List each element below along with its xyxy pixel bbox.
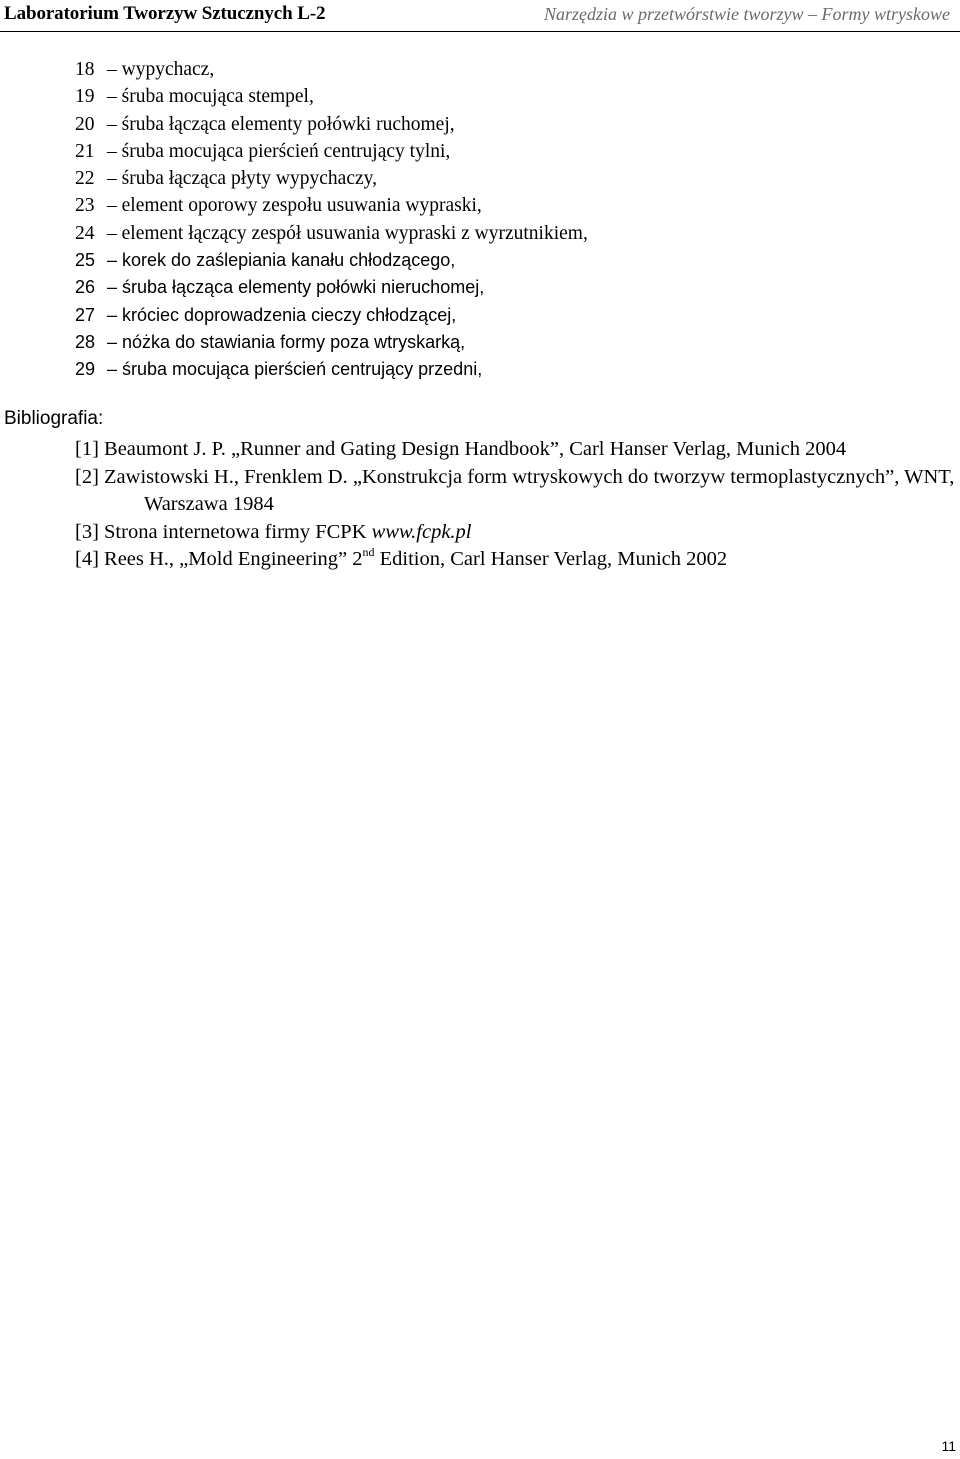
part-text: śruba łącząca płyty wypychaczy, — [121, 168, 377, 190]
list-item — [75, 138, 588, 165]
header-lab-title: Laboratorium Tworzyw Sztucznych L-2 — [4, 3, 326, 24]
part-number: 25 — [75, 250, 96, 271]
list-item — [75, 302, 588, 329]
bibliography-text: Zawistowski H., Frenklem D. „Konstrukcja form wtryskowych do tworzyw termoplastycznych”, WNT, Warszawa 1984 — [104, 465, 955, 515]
list-item — [75, 220, 588, 247]
header-section-title: Narzędzia w przetwórstwie tworzyw – Formy wtryskowe — [543, 4, 950, 24]
part-separator: – — [107, 113, 117, 135]
part-number: 18 — [75, 59, 95, 80]
part-number: 20 — [75, 113, 95, 135]
bibliography-list — [75, 436, 955, 574]
page-number: 11 — [941, 1438, 956, 1454]
part-separator: – — [107, 86, 117, 108]
part-number: 23 — [75, 195, 95, 217]
part-text: element łączący zespół usuwania wypraski z wyrzutnikiem, — [121, 222, 588, 244]
part-text: śruba mocująca pierścień centrujący przedni, — [122, 359, 483, 380]
part-separator: – — [107, 222, 117, 244]
list-item — [75, 247, 588, 274]
part-text: element oporowy zespołu usuwania wypraski, — [121, 195, 482, 217]
part-separator: – — [107, 359, 118, 380]
part-separator: – — [107, 304, 118, 325]
part-number: 21 — [75, 140, 95, 162]
bibliography-text: Strona internetowa firmy FCPK — [104, 520, 367, 543]
part-number: 26 — [75, 277, 96, 298]
bibliography-entry — [75, 436, 955, 464]
part-number: 27 — [75, 304, 96, 325]
list-item — [75, 192, 588, 219]
list-item — [75, 356, 588, 383]
part-number: 22 — [75, 168, 95, 190]
bibliography-text: Rees H., „Mold Engineering” 2 — [104, 548, 363, 570]
bibliography-entry — [75, 519, 955, 547]
part-separator: – — [107, 168, 117, 190]
page-header — [0, 0, 960, 32]
bibliography-ref: [3] — [75, 520, 99, 543]
part-text: króciec doprowadzenia cieczy chłodzącej, — [122, 304, 457, 325]
parts-list — [75, 56, 588, 384]
bibliography-text-continued: Edition, Carl Hanser Verlag, Munich 2002 — [374, 548, 728, 570]
part-number: 19 — [75, 86, 95, 108]
part-number: 24 — [75, 222, 95, 244]
bibliography-ref: [2] — [75, 465, 99, 488]
list-item — [75, 165, 588, 192]
list-item — [75, 83, 588, 110]
part-separator: – — [107, 140, 117, 162]
list-item — [75, 329, 588, 356]
part-text: korek do zaślepiania kanału chłodzącego, — [122, 250, 456, 271]
part-separator: – — [107, 59, 117, 80]
bibliography-entry — [75, 546, 955, 574]
part-text: śruba mocująca stempel, — [121, 86, 314, 108]
header-rule — [0, 31, 960, 32]
edition-superscript: nd — [362, 545, 375, 559]
part-separator: – — [107, 250, 118, 271]
part-number: 29 — [75, 359, 96, 380]
part-text: wypychacz, — [121, 59, 215, 80]
list-item — [75, 274, 588, 301]
bibliography-entry — [75, 464, 955, 519]
part-text: śruba mocująca pierścień centrujący tylni, — [121, 140, 451, 162]
website-link[interactable]: www.fcpk.pl — [371, 520, 472, 543]
part-separator: – — [107, 195, 117, 217]
part-separator: – — [107, 331, 118, 352]
part-separator: – — [107, 277, 118, 298]
part-text: nóżka do stawiania formy poza wtryskarką, — [122, 331, 466, 352]
part-text: śruba łącząca elementy połówki nieruchomej, — [122, 277, 485, 298]
list-item — [75, 56, 588, 83]
part-text: śruba łącząca elementy połówki ruchomej, — [121, 113, 455, 135]
list-item — [75, 111, 588, 138]
bibliography-text: Beaumont J. P. „Runner and Gating Design Handbook”, Carl Hanser Verlag, Munich 2004 — [104, 438, 847, 460]
bibliography-heading: Bibliografia: — [4, 408, 104, 429]
bibliography-ref: [1] — [75, 438, 99, 460]
bibliography-ref: [4] — [75, 548, 99, 570]
part-number: 28 — [75, 331, 96, 352]
